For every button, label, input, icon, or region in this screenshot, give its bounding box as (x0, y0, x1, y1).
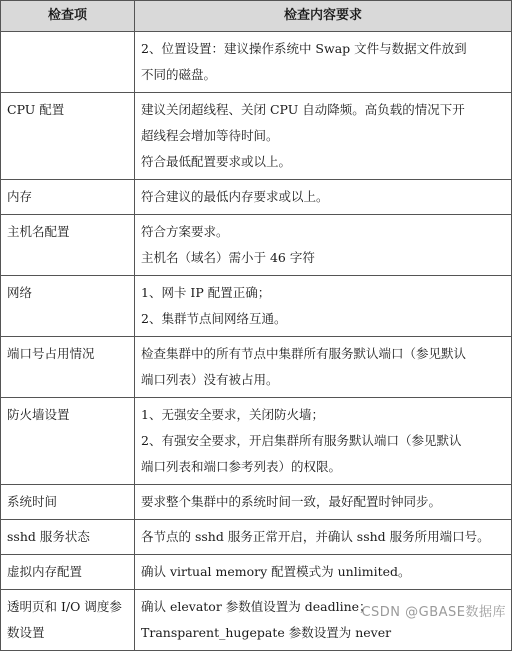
table-row (1, 555, 512, 590)
requirement-line: 确认 virtual memory 配置模式为 unlimited。 (141, 564, 411, 579)
requirement-line: 2、集群节点间网络互通。 (141, 311, 287, 326)
table-row (1, 93, 512, 180)
table-row (1, 337, 512, 398)
requirement-line: 1、无强安全要求，关闭防火墙； (141, 407, 324, 422)
table-row (1, 32, 512, 93)
check-item-cell: 透明页和 I/O 调度参数设置 (1, 590, 135, 651)
requirement-line: 符合最低配置要求或以上。 (141, 154, 292, 169)
check-item-cell: CPU 配置 (1, 93, 135, 180)
requirement-line: 符合建议的最低内存要求或以上。 (141, 189, 329, 204)
check-item-cell (1, 32, 135, 93)
requirement-line: 要求整个集群中的系统时间一致，最好配置时钟同步。 (141, 494, 442, 509)
requirement-cell (135, 180, 512, 215)
requirement-line: 端口列表和端口参考列表）的权限。 (141, 459, 342, 474)
check-item-cell: 端口号占用情况 (1, 337, 135, 398)
header-check-item: 检查项 (1, 1, 135, 32)
table-row (1, 180, 512, 215)
table-header-row (1, 1, 512, 32)
check-item-cell: 防火墙设置 (1, 398, 135, 485)
check-item-cell: 内存 (1, 180, 135, 215)
check-item-cell: 主机名配置 (1, 215, 135, 276)
requirement-line: 建议关闭超线程、关闭 CPU 自动降频。高负载的情况下开 (141, 102, 465, 117)
table-row (1, 276, 512, 337)
requirement-line: 端口列表）没有被占用。 (141, 372, 279, 387)
table-row (1, 485, 512, 520)
header-check-requirement: 检查内容要求 (135, 1, 512, 32)
check-item-cell: 虚拟内存配置 (1, 555, 135, 590)
check-item-cell: 网络 (1, 276, 135, 337)
check-item-cell: 系统时间 (1, 485, 135, 520)
check-item-cell: sshd 服务状态 (1, 520, 135, 555)
requirement-line: 2、位置设置：建议操作系统中 Swap 文件与数据文件放到 (141, 41, 467, 56)
requirement-line: 确认 elevator 参数值设置为 deadline； (141, 599, 372, 614)
requirement-line: 主机名（域名）需小于 46 字符 (141, 250, 315, 265)
requirement-line: 不同的磁盘。 (141, 67, 217, 82)
requirement-line: 超线程会增加等待时间。 (141, 128, 279, 143)
requirement-line: 检查集群中的所有节点中集群所有服务默认端口（参见默认 (141, 346, 467, 361)
requirement-cell (135, 590, 512, 651)
requirement-cell (135, 215, 512, 276)
requirement-cell (135, 485, 512, 520)
requirement-cell (135, 93, 512, 180)
requirement-cell (135, 520, 512, 555)
table-row (1, 398, 512, 485)
requirement-cell (135, 32, 512, 93)
requirement-cell (135, 276, 512, 337)
requirement-line: 2、有强安全要求，开启集群所有服务默认端口（参见默认 (141, 433, 462, 448)
requirement-line: 1、网卡 IP 配置正确； (141, 285, 271, 300)
table-row (1, 590, 512, 651)
requirement-cell (135, 555, 512, 590)
table-row (1, 520, 512, 555)
watermark: CSDN @GBASE数据库 (361, 605, 506, 620)
requirement-line: Transparent_hugepate 参数设置为 never (141, 625, 392, 640)
requirement-cell (135, 398, 512, 485)
requirement-cell (135, 337, 512, 398)
table-row (1, 215, 512, 276)
requirement-line: 符合方案要求。 (141, 224, 229, 239)
requirement-line: 各节点的 sshd 服务正常开启，并确认 sshd 服务所用端口号。 (141, 529, 490, 544)
